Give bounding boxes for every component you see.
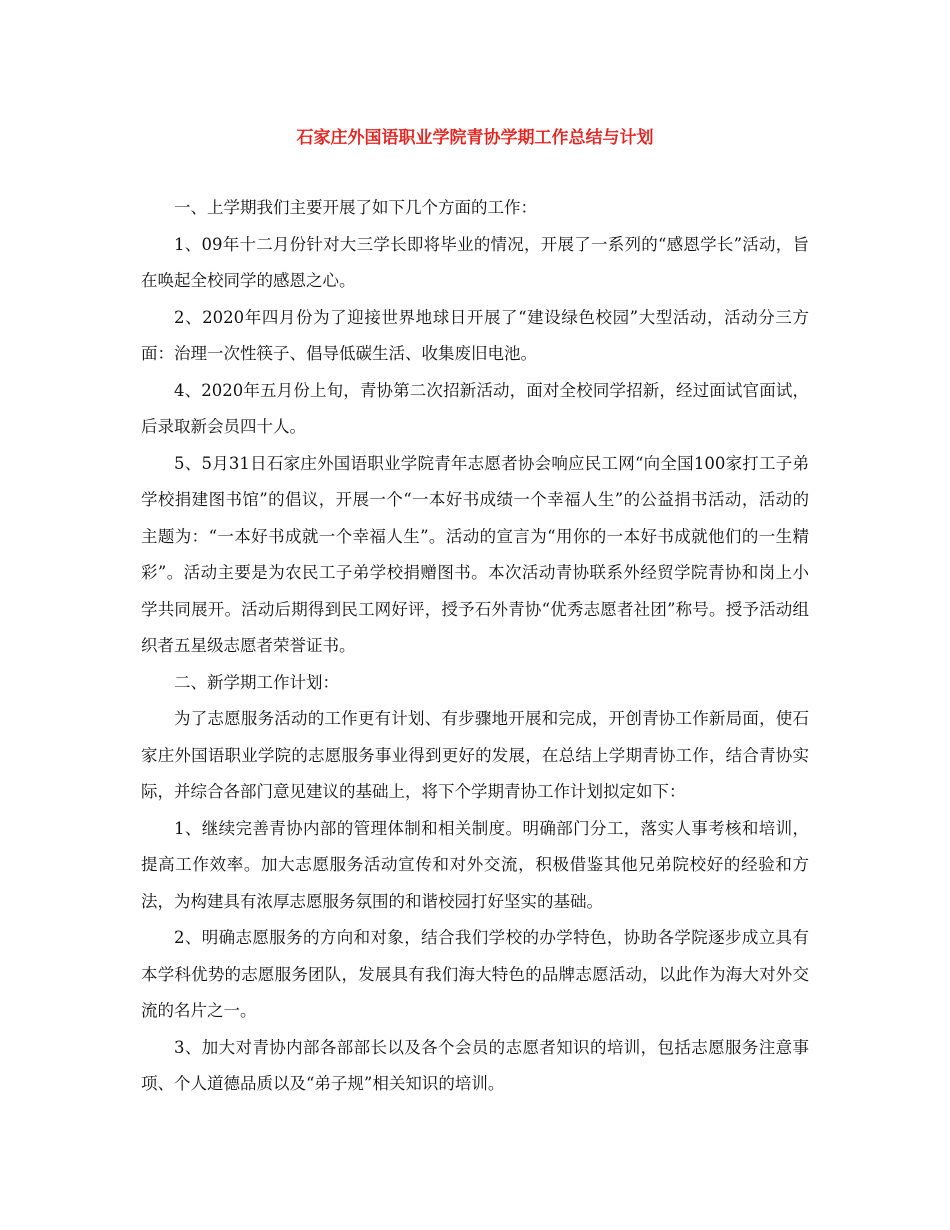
paragraph-section-1-heading: 一、上学期我们主要开展了如下几个方面的工作：: [174, 198, 537, 217]
paragraph-section-2-heading: 二、新学期工作计划：: [174, 672, 339, 692]
document-title: 石家庄外国语职业学院青协学期工作总结与计划: [296, 128, 654, 148]
paragraph-plan-1: 1、继续完善青协内部的管理体制和相关制度。明确部门分工，落实人事考核和培训，提高工作效率。加大志愿服务活动宣传和对外交流，积极借鉴其他兄弟院校好的经验和方法，为构建具有浓厚志愿服务氛围的和谐校园打好坚实的基础。: [141, 818, 809, 911]
paragraph-plan-2: 2、明确志愿服务的方向和对象，结合我们学校的办学特色，协助各学院逐步成立具有本学科优势的志愿服务团队，发展具有我们海大特色的品牌志愿活动，以此作为海大对外交流的名片之一。: [141, 928, 809, 1020]
paragraph-item-4: 4、2020年五月份上旬，青协第二次招新活动，面对全校同学招新，经过面试官面试，后录取新会员四十人。: [141, 380, 809, 436]
paragraph-plan-intro: 为了志愿服务活动的工作更有计划、有步骤地开展和完成，开创青协工作新局面，使石家庄外国语职业学院的志愿服务事业得到更好的发展，在总结上学期青协工作，结合青协实际，并综合各部门意见建议的基础上，将下个学期青协工作计划拟定如下：: [141, 709, 809, 801]
paragraph-item-2: 2、2020年四月份为了迎接世界地球日开展了“建设绿色校园”大型活动，活动分三方面：治理一次性筷子、倡导低碳生活、收集废旧电池。: [141, 307, 809, 363]
paragraph-plan-3: 3、加大对青协内部各部部长以及各个会员的志愿者知识的培训，包括志愿服务注意事项、个人道德品质以及“弟子规”相关知识的培训。: [141, 1037, 809, 1093]
paragraph-item-1: 1、09年十二月份针对大三学长即将毕业的情况，开展了一系列的“感恩学长”活动，旨在唤起全校同学的感恩之心。: [141, 234, 809, 290]
paragraph-item-5: 5、5月31日石家庄外国语职业学院青年志愿者协会响应民工网“向全国100家打工子弟学校捐建图书馆”的倡议，开展一个“一本好书成绩一个幸福人生”的公益捐书活动，活动的主题为：“一本好书成就一个幸福人生”。活动的宣言为“用你的一本好书成就他们的一生精彩”。活动主要是为农民工子弟学校捐赠图书。本次活动青协联系外经贸学院青协和岗上小学共同展开。活动后期得到民工网好评，授予石外青协“优秀志愿者社团”称号。授予活动组织者五星级志愿者荣誉证书。: [141, 453, 809, 655]
document-body: [141, 190, 809, 1103]
